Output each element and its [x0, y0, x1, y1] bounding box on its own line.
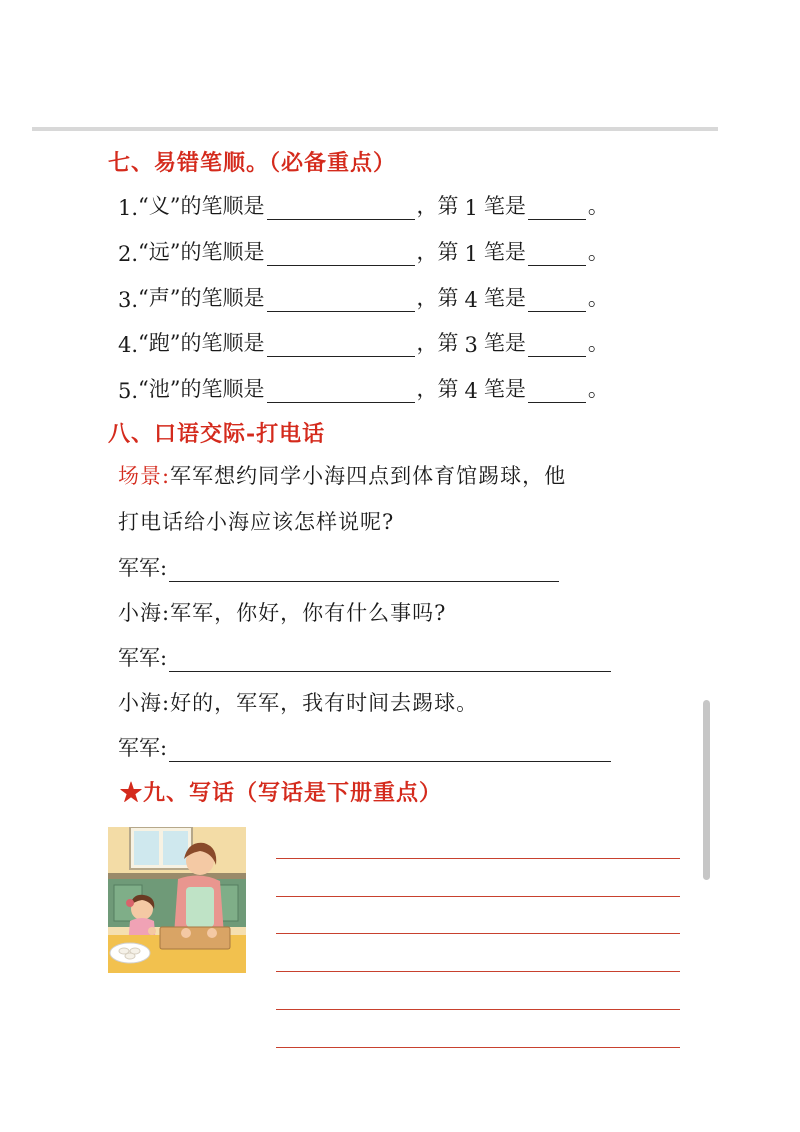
writing-line[interactable]	[276, 1009, 680, 1010]
stroke-order-blank[interactable]	[267, 245, 415, 266]
stroke-answer-blank[interactable]	[528, 245, 586, 266]
stroke-order-blank[interactable]	[267, 336, 415, 357]
section-9-title: ★九、写话（写话是下册重点）	[120, 780, 443, 806]
stroke-question-3: 3. “声” 的笔顺是 ，第 4 笔是 。	[118, 286, 609, 312]
dialog-line-3: 军军:	[118, 642, 613, 672]
illustration-mother-daughter-dumplings	[108, 827, 246, 973]
scene-text-line-2: 打电话给小海应该怎样说呢?	[118, 510, 395, 534]
stroke-answer-blank[interactable]	[528, 382, 586, 403]
dialog-answer-blank[interactable]	[169, 561, 559, 582]
stroke-question-2: 2. “远” 的笔顺是 ，第 1 笔是 。	[118, 240, 609, 266]
stroke-order-blank[interactable]	[267, 382, 415, 403]
section-7-title: 七、易错笔顺。（必备重点）	[108, 150, 397, 176]
dialog-line-2: 小海:军军，你好，你有什么事吗?	[118, 601, 447, 625]
stroke-order-blank[interactable]	[267, 199, 415, 220]
writing-line[interactable]	[276, 971, 680, 972]
writing-line[interactable]	[276, 896, 680, 897]
stroke-question-1: 1. “义” 的笔顺是 ，第 1 笔是 。	[118, 194, 609, 220]
top-divider	[32, 127, 718, 131]
stroke-answer-blank[interactable]	[528, 291, 586, 312]
stroke-question-4: 4. “跑” 的笔顺是 ，第 3 笔是 。	[118, 331, 609, 357]
stroke-order-blank[interactable]	[267, 291, 415, 312]
stroke-question-5: 5. “池” 的笔顺是 ，第 4 笔是 。	[118, 377, 609, 403]
section-8-title: 八、口语交际-打电话	[108, 421, 326, 447]
stroke-answer-blank[interactable]	[528, 199, 586, 220]
scene-text-line-1: 场景:军军想约同学小海四点到体育馆踢球，他	[118, 464, 567, 488]
dialog-line-5: 军军:	[118, 732, 613, 762]
writing-line[interactable]	[276, 858, 680, 859]
dialog-line-1: 军军:	[118, 552, 561, 582]
dialog-line-4: 小海:好的，军军，我有时间去踢球。	[118, 691, 479, 715]
dialog-answer-blank[interactable]	[169, 741, 611, 762]
vertical-scrollbar[interactable]	[703, 700, 710, 880]
stroke-answer-blank[interactable]	[528, 336, 586, 357]
scene-label: 场景:	[118, 464, 171, 488]
writing-line[interactable]	[276, 1047, 680, 1048]
writing-line[interactable]	[276, 933, 680, 934]
dialog-answer-blank[interactable]	[169, 651, 611, 672]
